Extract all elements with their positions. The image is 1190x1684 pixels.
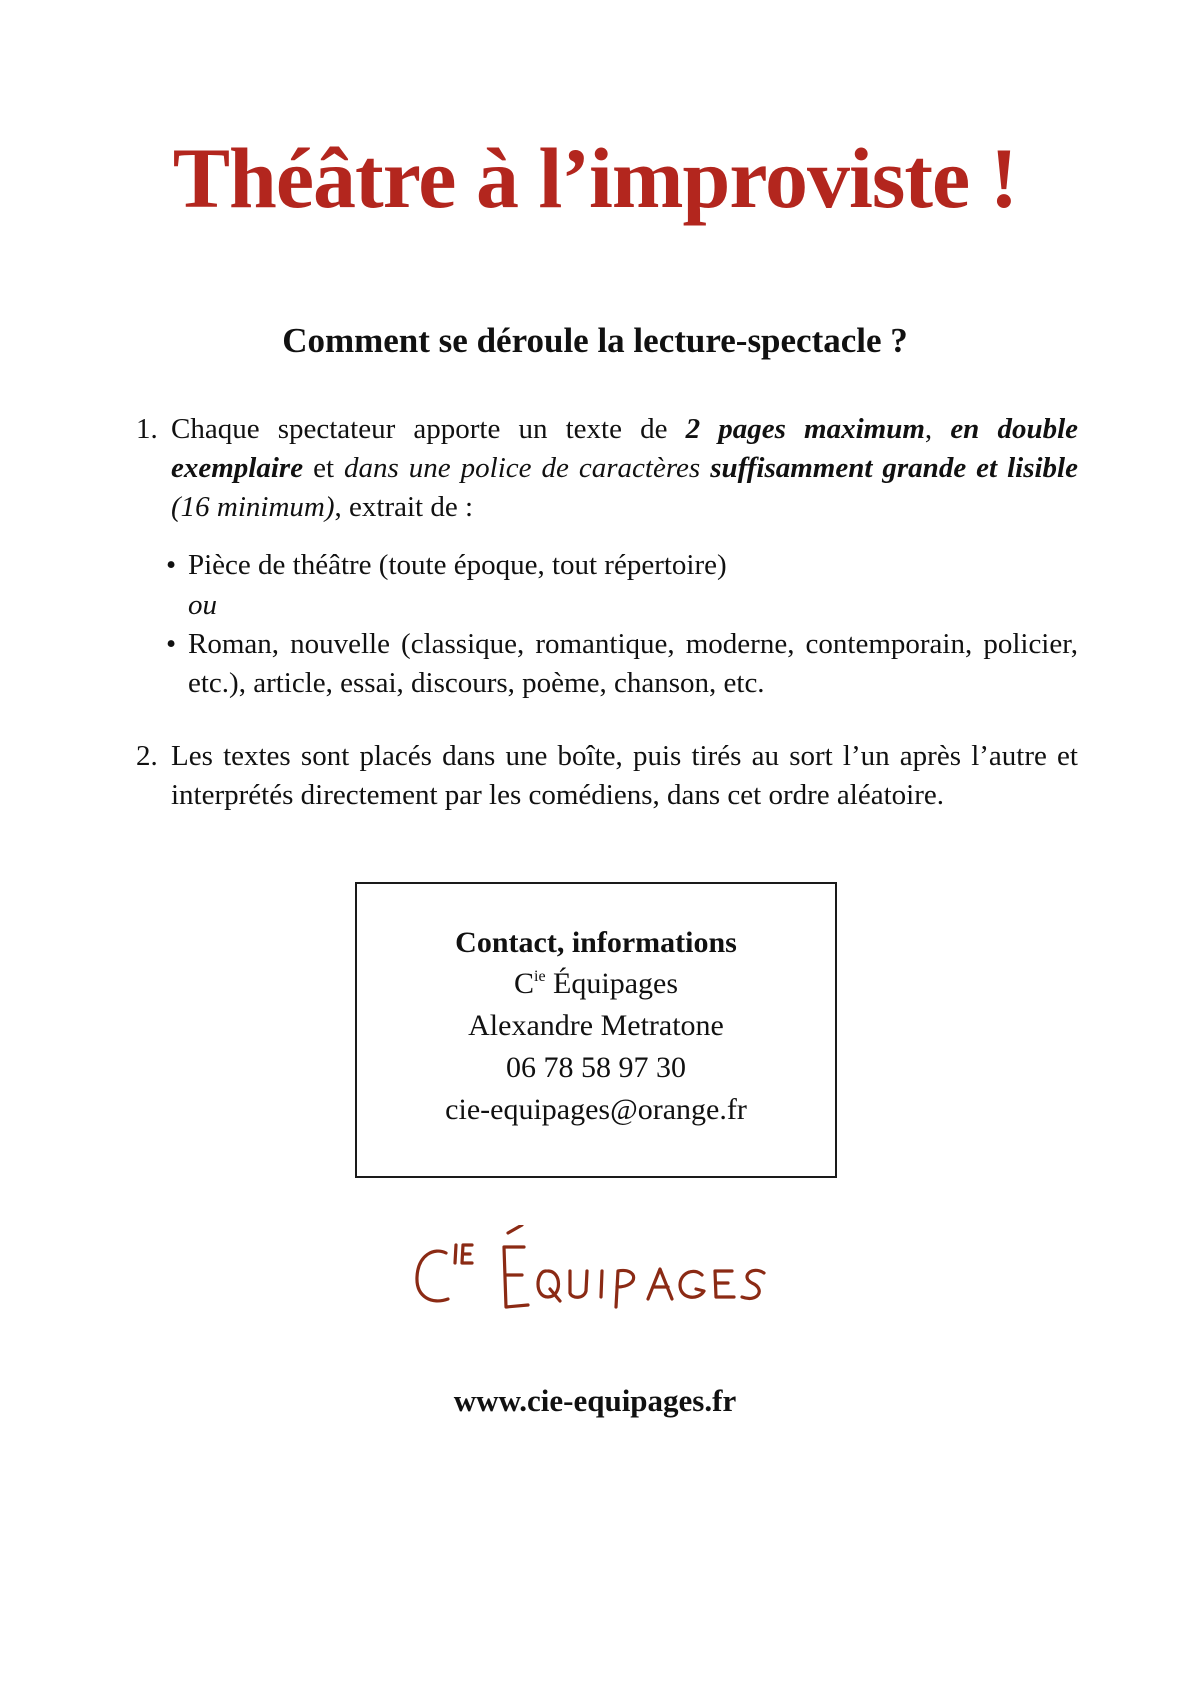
step-1-italic-police: dans une police de caractères	[344, 452, 701, 484]
logo-letter-i	[455, 1245, 456, 1263]
step-2-number: 2.	[136, 740, 158, 772]
section-heading: Comment se déroule la lecture-spectacle ?	[282, 321, 908, 360]
logo-accent	[508, 1225, 522, 1233]
logo-letter-s	[742, 1270, 764, 1298]
logo-letter-e-small	[462, 1245, 472, 1263]
contact-phone[interactable]: 06 78 58 97 30	[506, 1051, 686, 1084]
step-1-text-part: et	[303, 452, 344, 484]
bullet-separator: ou	[188, 589, 217, 621]
contact-heading: Contact, informations	[455, 926, 737, 959]
contact-person: Alexandre Metratone	[468, 1009, 724, 1042]
logo-letter-e	[504, 1247, 528, 1307]
list-item	[166, 625, 1078, 703]
step-1-text-part: ,	[924, 413, 951, 445]
step-1-emphasis-size: suffisamment grande et lisible	[710, 452, 1078, 484]
logo-letter-q	[538, 1271, 560, 1301]
contact-email[interactable]: cie-equipages@orange.fr	[445, 1093, 747, 1126]
logo-letter-a	[648, 1269, 672, 1299]
website-link[interactable]: www.cie-equipages.fr	[453, 1383, 737, 1418]
step-1-emphasis-pages: 2 pages maximum	[685, 413, 925, 445]
bullet-text: Pièce de théâtre (toute époque, tout répertoire)	[188, 549, 727, 581]
logo-letter-u	[570, 1271, 587, 1297]
step-1-text-part: , extrait de :	[334, 491, 474, 523]
step-1-emphasis-double: en double exemplaire	[171, 413, 1079, 484]
contact-company	[357, 963, 835, 1005]
company-logo	[412, 1225, 792, 1325]
step-1-italic-minimum: (16 minimum)	[171, 491, 335, 523]
step-1	[136, 410, 1078, 527]
bullet-icon: •	[166, 628, 177, 660]
company-superscript: ie	[534, 968, 546, 985]
logo-letter-p	[616, 1270, 634, 1307]
bullet-text: Roman, nouvelle (classique, romantique, moderne, contemporain, policier, etc.), article, essai, discours, poème, chanson, etc.	[188, 628, 1078, 699]
page-title: Théâtre à l’improviste !	[172, 130, 1018, 226]
bullet-icon: •	[166, 549, 177, 581]
step-2-text: Les textes sont placés dans une boîte, puis tirés au sort l’un après l’autre et interprétés directement par les comédiens, dans cet ordre aléatoire.	[171, 740, 1078, 811]
logo-letter-g	[680, 1271, 704, 1297]
company-initial: C	[513, 967, 534, 1000]
company-name: Équipages	[545, 967, 679, 1000]
logo-letter-e-2	[715, 1271, 734, 1297]
step-1-number: 1.	[136, 413, 158, 445]
step-1-text-part	[700, 452, 710, 484]
list-item	[166, 546, 1078, 585]
step-2	[136, 737, 1078, 815]
logo-letter-c	[417, 1251, 448, 1301]
step-1-text	[171, 410, 1078, 527]
step-1-text-part: Chaque spectateur apporte un texte de	[171, 413, 686, 445]
logo-letter-i-2	[601, 1271, 602, 1297]
contact-box	[355, 882, 837, 1178]
